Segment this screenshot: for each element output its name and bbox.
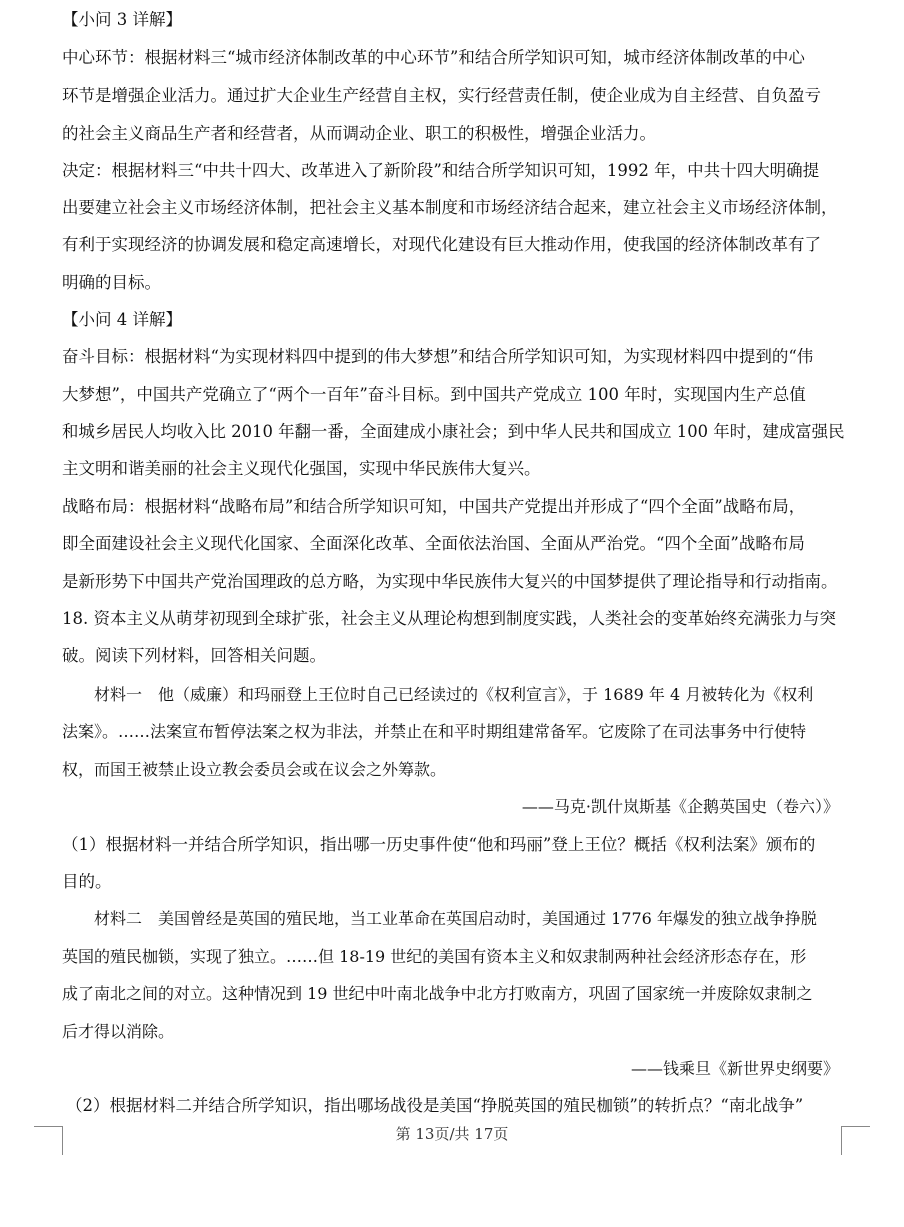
material-2-line: 材料二 美国曾经是英国的殖民地，当工业革命在英国启动时，美国通过 1776 年爆发的独立战争挣脱: [94, 909, 817, 928]
body-line: 出要建立社会主义市场经济体制，把社会主义基本制度和市场经济结合起来，建立社会主义市场经济体制，: [62, 198, 838, 217]
body-line: 战略布局：根据材料“战略布局”和结合所学知识可知，中国共产党提出并形成了“四个全面”战略布局，: [62, 497, 806, 516]
sub-question-1: 目的。: [62, 872, 112, 891]
sub-question-2: （2）根据材料二并结合所学知识，指出哪场战役是美国“挣脱英国的殖民枷锁”的转折点？“南北战争”: [66, 1096, 804, 1115]
body-line: 环节是增强企业活力。通过扩大企业生产经营自主权，实行经营责任制，使企业成为自主经营、自负盈亏: [62, 86, 821, 105]
material-2-line: 英国的殖民枷锁，实现了独立。……但 18-19 世纪的美国有资本主义和奴隶制两种社会经济形态存在，形: [62, 947, 807, 966]
material-2-line: 成了南北之间的对立。这种情况到 19 世纪中叶南北战争中北方打败南方，巩固了国家统一并废除奴隶制之: [62, 984, 813, 1003]
page-number: 第 13页/共 17页: [395, 1125, 509, 1143]
material-2-line: 后才得以消除。: [62, 1022, 175, 1041]
body-line: 大梦想”，中国共产党确立了“两个一百年”奋斗目标。到中国共产党成立 100 年时，实现国内生产总值: [62, 385, 806, 404]
material-2-source: ——钱乘旦《新世界史纲要》: [630, 1059, 839, 1078]
body-line: 的社会主义商品生产者和经营者，从而调动企业、职工的积极性，增强企业活力。: [62, 124, 656, 143]
question-18-stem: 18. 资本主义从萌芽初现到全球扩张，社会主义从理论构想到制度实践，人类社会的变革始终充满张力与突: [62, 609, 836, 628]
sub-question-1: （1）根据材料一并结合所学知识，指出哪一历史事件使“他和玛丽”登上王位？概括《权利法案》颁布的: [62, 835, 816, 854]
material-1-source: ——马克·凯什岚斯基《企鹅英国史（卷六）》: [521, 797, 839, 816]
body-line: 决定：根据材料三“中共十四大、改革进入了新阶段”和结合所学知识可知，1992 年，中共十四大明确提: [62, 161, 820, 180]
body-line: 中心环节：根据材料三“城市经济体制改革的中心环节”和结合所学知识可知，城市经济体制改革的中心: [62, 48, 805, 67]
section-heading-q3: 【小问 3 详解】: [62, 10, 182, 29]
body-line: 明确的目标。: [62, 273, 161, 292]
material-1-line: 法案》。……法案宣布暂停法案之权为非法，并禁止在和平时期组建常备军。它废除了在司法事务中行使特: [62, 722, 807, 741]
body-line: 即全面建设社会主义现代化国家、全面深化改革、全面依法治国、全面从严治党。“四个全面”战略布局: [62, 534, 805, 553]
body-line: 奋斗目标：根据材料“为实现材料四中提到的伟大梦想”和结合所学知识可知，为实现材料四中提到的“伟: [62, 347, 814, 366]
material-1-line: 权，而国王被禁止设立教会委员会或在议会之外筹款。: [62, 760, 447, 779]
section-heading-q4: 【小问 4 详解】: [62, 310, 182, 329]
body-line: 是新形势下中国共产党治国理政的总方略，为实现中华民族伟大复兴的中国梦提供了理论指导和行动指南。: [62, 572, 838, 591]
material-1-line: 材料一 他（威廉）和玛丽登上王位时自己已经读过的《权利宣言》，于 1689 年 4 月被转化为《权利: [94, 685, 814, 704]
body-line: 有利于实现经济的协调发展和稳定高速增长，对现代化建设有巨大推动作用，使我国的经济体制改革有了: [62, 235, 821, 254]
question-18-stem: 破。阅读下列材料，回答相关问题。: [62, 646, 326, 665]
body-line: 和城乡居民人均收入比 2010 年翻一番，全面建成小康社会；到中华人民共和国成立 100 年时，建成富强民: [62, 422, 845, 441]
body-line: 主文明和谐美丽的社会主义现代化强国，实现中华民族伟大复兴。: [62, 459, 541, 478]
